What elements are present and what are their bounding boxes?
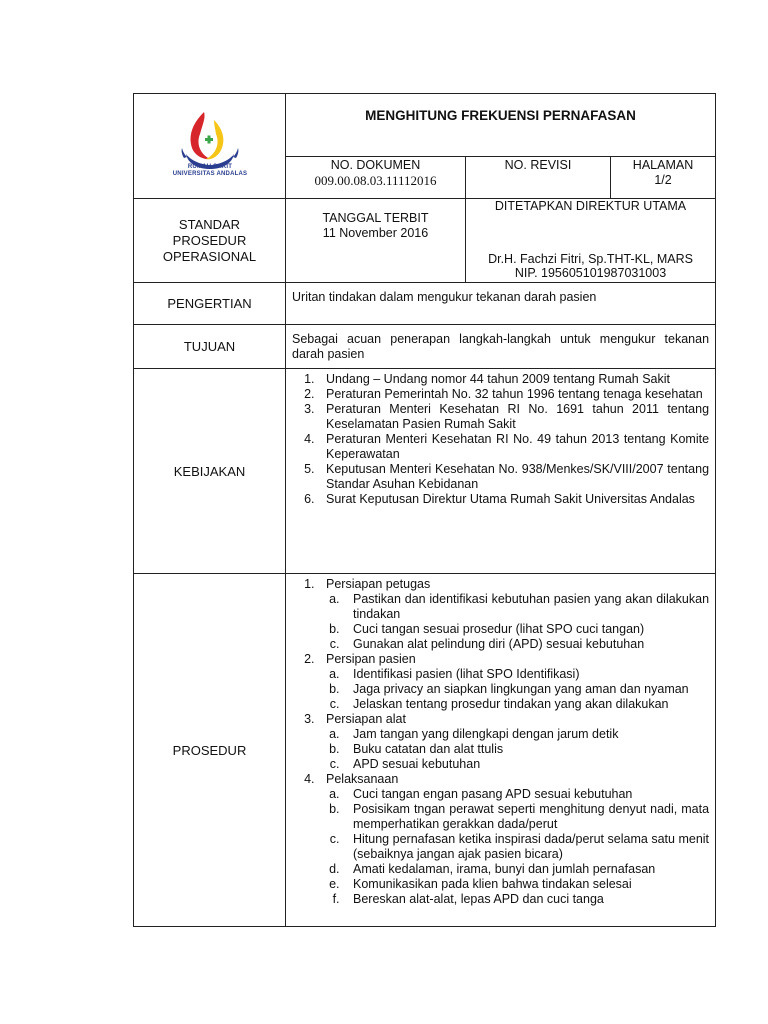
- pengertian-text: Uritan tindakan dalam mengukur tekanan darah pasien: [286, 283, 716, 325]
- page-value: 1/2: [654, 173, 672, 187]
- spo-label-cell: [134, 199, 286, 283]
- spo-table: [133, 93, 716, 927]
- issue-date-value: 11 November 2016: [322, 226, 429, 240]
- prosedur-step: [318, 577, 709, 652]
- page-cell: [611, 157, 716, 199]
- list-item: c. Hitung pernafasan ketika inspirasi dada/perut selama satu menit (sebaiknya jangan ajak pasien bicara): [343, 832, 709, 862]
- doc-number-value: 009.00.08.03.11112016: [314, 173, 437, 188]
- prosedur-step: [318, 652, 709, 712]
- list-item: f. Bereskan alat-alat, lepas APD dan cuci tanga: [343, 892, 709, 907]
- step-title: Persipan pasien: [326, 652, 416, 666]
- list-item: a. Identifikasi pasien (lihat SPO Identifikasi): [343, 667, 709, 682]
- issue-date-cell: [286, 199, 466, 283]
- list-item: c. APD sesuai kebutuhan: [343, 757, 709, 772]
- director-nip: NIP. 195605101987031003: [514, 266, 667, 280]
- prosedur-content: [286, 574, 716, 927]
- list-item: a. Cuci tangan engan pasang APD sesuai kebutuhan: [343, 787, 709, 802]
- list-item: b. Jaga privacy an siapkan lingkungan yang aman dan nyaman: [343, 682, 709, 697]
- step-title: Pelaksanaan: [326, 772, 399, 786]
- spo-document: [133, 93, 715, 927]
- list-item: e. Komunikasikan pada klien bahwa tindakan selesai: [343, 877, 709, 892]
- tujuan-text: Sebagai acuan penerapan langkah-langkah untuk mengukur tekanan darah pasien: [286, 325, 716, 369]
- list-item: c. Jelaskan tentang prosedur tindakan yang akan dilakukan: [343, 697, 709, 712]
- list-item: c. Gunakan alat pelindung diri (APD) sesuai kebutuhan: [343, 637, 709, 652]
- director-name: Dr.H. Fachzi Fitri, Sp.THT-KL, MARS: [488, 252, 693, 266]
- doc-number-cell: [286, 157, 466, 199]
- issue-date-label: TANGGAL TERBIT: [322, 211, 429, 225]
- prosedur-list: [292, 577, 709, 907]
- logo-line-1: RUMAH SAKIT: [187, 164, 233, 170]
- pengertian-label: PENGERTIAN: [134, 283, 286, 325]
- list-item: 2. Peraturan Pemerintah No. 32 tahun 1996 tentang tenaga kesehatan: [318, 387, 709, 402]
- page-label: HALAMAN: [632, 158, 694, 172]
- revision-cell: [466, 157, 611, 199]
- step-title: Persiapan petugas: [326, 577, 431, 591]
- step-title: Persiapan alat: [326, 712, 406, 726]
- approval-label: DITETAPKAN DIREKTUR UTAMA: [494, 199, 687, 213]
- kebijakan-label: KEBIJAKAN: [134, 369, 286, 574]
- tujuan-label: TUJUAN: [134, 325, 286, 369]
- list-item: d. Amati kedalaman, irama, bunyi dan jumlah pernafasan: [343, 862, 709, 877]
- list-item: 5. Keputusan Menteri Kesehatan No. 938/Menkes/SK/VIII/2007 tentang Standar Asuhan Kebidanan: [318, 462, 709, 492]
- approval-cell: [466, 199, 716, 283]
- kebijakan-list: [292, 372, 709, 507]
- list-item: 3. Peraturan Menteri Kesehatan RI No. 1691 tahun 2011 tentang Keselamatan Pasien Rumah Sakit: [318, 402, 709, 432]
- logo-cell: [134, 94, 286, 199]
- revision-label: NO. REVISI: [504, 158, 572, 172]
- list-item: a. Pastikan dan identifikasi kebutuhan pasien yang akan dilakukan tindakan: [343, 592, 709, 622]
- list-item: a. Jam tangan yang dilengkapi dengan jarum detik: [343, 727, 709, 742]
- list-item: b. Posisikam tngan perawat seperti menghitung denyut nadi, mata memperhatikan gerakkan dada/perut: [343, 802, 709, 832]
- list-item: b. Cuci tangan sesuai prosedur (lihat SPO cuci tangan): [343, 622, 709, 637]
- logo-line-2: UNIVERSITAS ANDALAS: [172, 171, 248, 177]
- prosedur-step: [318, 712, 709, 772]
- list-item: 4. Peraturan Menteri Kesehatan RI No. 49 tahun 2013 tentang Komite Keperawatan: [318, 432, 709, 462]
- prosedur-label: PROSEDUR: [134, 574, 286, 927]
- list-item: 6. Surat Keputusan Direktur Utama Rumah Sakit Universitas Andalas: [318, 492, 709, 507]
- document-title: MENGHITUNG FREKUENSI PERNAFASAN: [286, 94, 716, 157]
- doc-number-label: NO. DOKUMEN: [330, 158, 421, 172]
- kebijakan-content: [286, 369, 716, 574]
- prosedur-step: [318, 772, 709, 907]
- spo-label: STANDAR PROSEDUR OPERASIONAL: [162, 217, 257, 264]
- list-item: b. Buku catatan dan alat ttulis: [343, 742, 709, 757]
- list-item: 1. Undang – Undang nomor 44 tahun 2009 tentang Rumah Sakit: [318, 372, 709, 387]
